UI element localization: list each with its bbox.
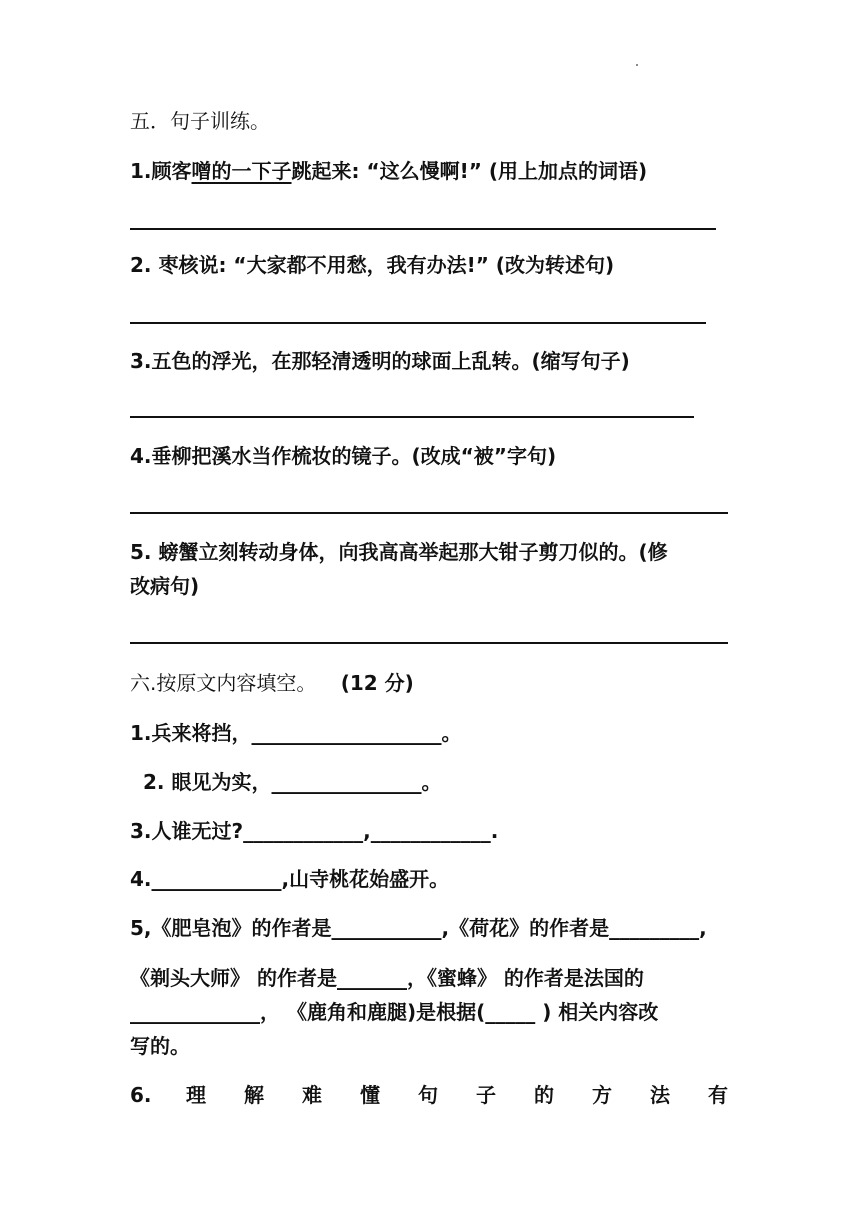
- fill-6-6-char: 子: [476, 1083, 496, 1107]
- fill-6-6-char: 解: [244, 1083, 264, 1107]
- fill-6-6-char: 句: [418, 1083, 438, 1107]
- question-5-5-line1: 5. 螃蟹立刻转动身体，向我高高举起那大钳子剪刀似的。(修: [130, 540, 668, 564]
- dotted-phrase: 噌的一下子: [191, 159, 292, 183]
- section-5-title: 五．句子训练。: [130, 109, 270, 133]
- answer-line-5-2[interactable]: [130, 322, 706, 324]
- fill-6-6-char: 难: [302, 1083, 322, 1107]
- question-5-1-prefix: 1.顾客: [130, 159, 192, 183]
- fill-6-5-line4: 写的。: [130, 1034, 190, 1058]
- question-5-5-line2: 改病句): [130, 574, 200, 598]
- fill-6-1: 1.兵来将挡，___________________。: [130, 721, 462, 745]
- fill-6-4: 4._____________,山寺桃花始盛开。: [130, 867, 450, 891]
- scan-speck: [636, 64, 638, 66]
- fill-6-6-char: 有: [708, 1083, 728, 1107]
- fill-6-6-char: 懂: [360, 1083, 380, 1107]
- fill-6-6-char: 法: [650, 1083, 670, 1107]
- answer-line-5-5[interactable]: [130, 642, 728, 644]
- question-5-1-suffix: 跳起来: “这么慢啊!” (用上加点的词语): [291, 159, 648, 183]
- section-6-title: [130, 670, 414, 696]
- question-5-2: 2. 枣核说: “大家都不用愁，我有办法!” (改为转述句): [130, 253, 615, 277]
- fill-6-3: 3.人谁无过?____________,____________.: [130, 819, 499, 843]
- fill-6-6-char: 的: [534, 1083, 554, 1107]
- question-5-1: [130, 158, 647, 184]
- fill-6-5-line2: 《剃头大师》 的作者是_______，《蜜蜂》 的作者是法国的: [130, 966, 644, 990]
- fill-6-6-char: 理: [186, 1083, 206, 1107]
- answer-line-5-1[interactable]: [130, 228, 716, 230]
- answer-line-5-4[interactable]: [130, 512, 728, 514]
- section-6-title-text: 六.按原文内容填空。: [130, 671, 317, 695]
- fill-6-6-char: 6.: [130, 1083, 152, 1107]
- fill-6-6-char: 方: [592, 1083, 612, 1107]
- answer-line-5-3[interactable]: [130, 416, 694, 418]
- fill-6-5-line1: 5,《肥皂泡》的作者是___________,《荷花》的作者是_________,: [130, 916, 707, 940]
- section-6-score: (12 分): [340, 671, 414, 695]
- question-5-3: 3.五色的浮光，在那轻清透明的球面上乱转。(缩写句子): [130, 349, 630, 373]
- question-5-4: 4.垂柳把溪水当作梳妆的镜子。(改成“被”字句): [130, 444, 557, 468]
- fill-6-2: 2. 眼见为实，_______________。: [143, 770, 442, 794]
- fill-6-5-line3: _____________， 《鹿角和鹿腿)是根据(_____ ) 相关内容改: [130, 1000, 659, 1024]
